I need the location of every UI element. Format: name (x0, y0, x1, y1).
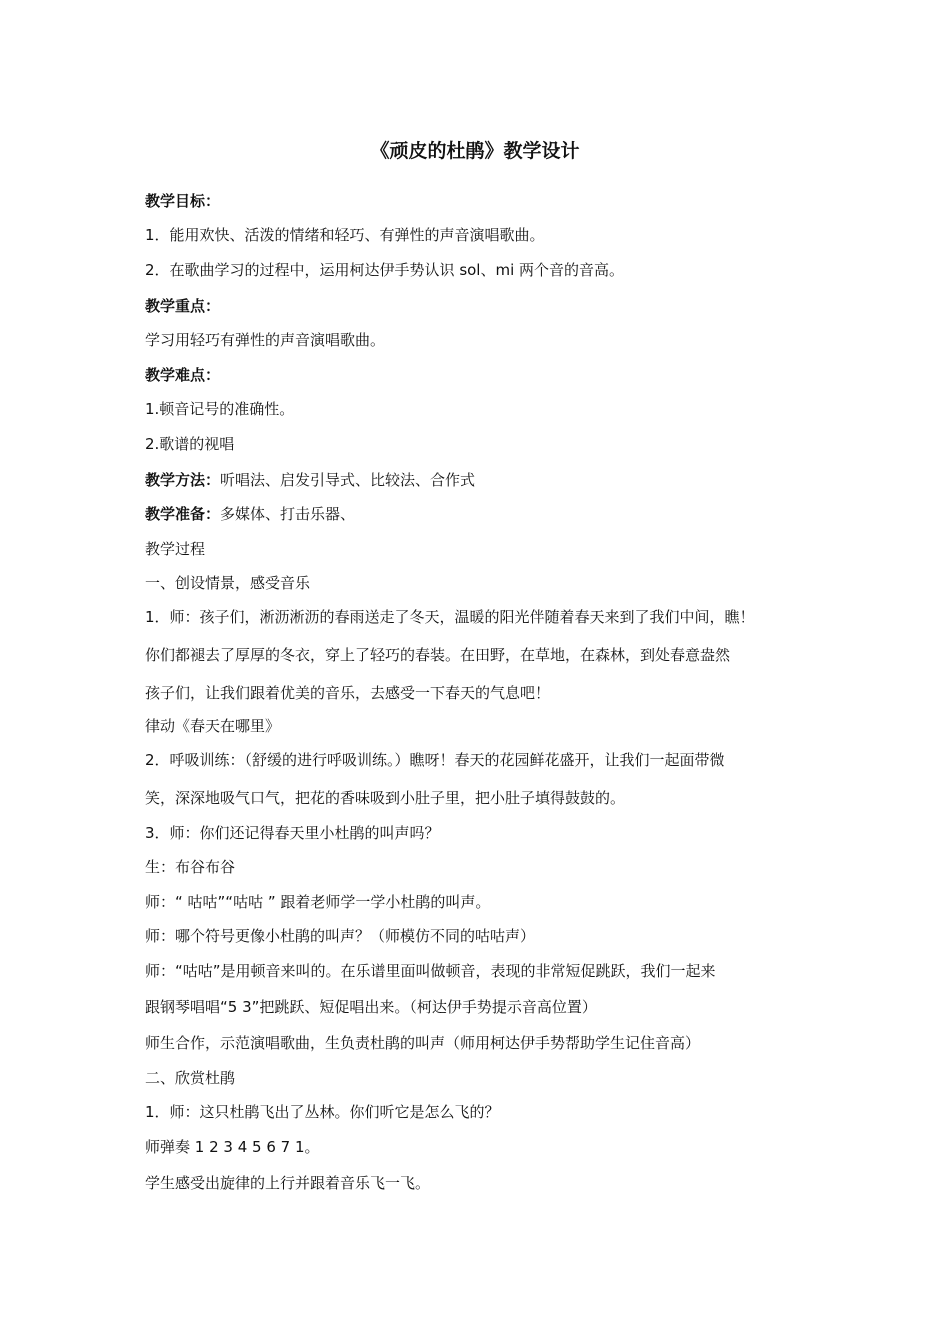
text-line (145, 716, 815, 736)
text-line (145, 645, 815, 665)
line-heading: 教学难点： (145, 366, 221, 384)
line-text: 2．在歌曲学习的过程中，运用柯达伊手势认识 sol、mi 两个音的音高。 (145, 261, 625, 279)
text-line (145, 892, 815, 912)
document-title: 《顽皮的杜鹃》教学设计 (370, 140, 580, 162)
text-line (145, 1102, 815, 1122)
text-line (145, 399, 815, 419)
text-line (145, 750, 815, 770)
line-text: 师弹奏 1 2 3 4 5 6 7 1。 (145, 1138, 320, 1156)
text-line (145, 504, 815, 524)
text-line (145, 1033, 815, 1053)
text-line (145, 607, 815, 627)
line-text: 学生感受出旋律的上行并跟着音乐飞一飞。 (145, 1174, 431, 1192)
line-text: 师：“咕咕”是用顿音来叫的。在乐谱里面叫做顿音，表现的非常短促跳跃，我们一起来 (145, 962, 716, 980)
text-line (145, 434, 815, 454)
line-text: 二、欣赏杜鹃 (145, 1069, 236, 1087)
line-text: 3．师：你们还记得春天里小杜鹃的叫声吗？ (145, 824, 440, 842)
line-heading: 教学准备： (145, 505, 221, 523)
text-line (145, 961, 815, 981)
text-line (145, 926, 815, 946)
text-line (145, 823, 815, 843)
text-line (145, 539, 815, 559)
text-line (145, 1173, 815, 1193)
line-text: 教学过程 (145, 540, 206, 558)
text-line (145, 997, 815, 1017)
line-text: 听唱法、启发引导式、比较法、合作式 (220, 471, 476, 489)
line-text: 律动《春天在哪里》 (145, 717, 281, 735)
line-text: 跟钢琴唱唱“5 3”把跳跃、短促唱出来。（柯达伊手势提示音高位置） (145, 998, 597, 1016)
text-line (145, 573, 815, 593)
text-line (145, 1137, 815, 1157)
text-line (145, 191, 815, 211)
text-line (145, 683, 815, 703)
line-text: 1．师：这只杜鹃飞出了丛林。你们听它是怎么飞的？ (145, 1103, 500, 1121)
text-line (145, 857, 815, 877)
line-text: 1.顿音记号的准确性。 (145, 400, 295, 418)
line-heading: 教学方法： (145, 471, 221, 489)
line-text: 师：“ 咕咕”“咕咕 ” 跟着老师学一学小杜鹃的叫声。 (145, 893, 491, 911)
line-text: 2．呼吸训练：（舒缓的进行呼吸训练。）瞧呀！春天的花园鲜花盛开，让我们一起面带微 (145, 751, 725, 769)
line-text: 师：哪个符号更像小杜鹃的叫声？（师模仿不同的咕咕声） (145, 927, 536, 945)
line-text: 你们都褪去了厚厚的冬衣，穿上了轻巧的春装。在田野，在草地，在森林，到处春意盎然 (145, 646, 731, 664)
line-text: 1．能用欢快、活泼的情绪和轻巧、有弹性的声音演唱歌曲。 (145, 226, 545, 244)
line-text: 1．师：孩子们，淅沥淅沥的春雨送走了冬天，温暖的阳光伴随着春天来到了我们中间，瞧！ (145, 608, 755, 626)
text-line (145, 296, 815, 316)
line-text: 师生合作，示范演唱歌曲，生负责杜鹃的叫声（师用柯达伊手势帮助学生记住音高） (145, 1034, 701, 1052)
line-heading: 教学重点： (145, 297, 221, 315)
text-line (145, 330, 815, 350)
text-line (145, 365, 815, 385)
line-text: 多媒体、打击乐器、 (220, 505, 356, 523)
line-heading: 教学目标： (145, 192, 221, 210)
line-text: 学习用轻巧有弹性的声音演唱歌曲。 (145, 331, 386, 349)
line-text: 孩子们，让我们跟着优美的音乐，去感受一下春天的气息吧！ (145, 684, 551, 702)
line-text: 生：布谷布谷 (145, 858, 236, 876)
line-text: 2.歌谱的视唱 (145, 435, 235, 453)
text-line (145, 470, 815, 490)
text-line (145, 1068, 815, 1088)
line-text: 笑，深深地吸气口气，把花的香味吸到小肚子里，把小肚子填得鼓鼓的。 (145, 789, 626, 807)
text-line (145, 788, 815, 808)
text-line (145, 225, 815, 245)
text-line (145, 260, 815, 280)
line-text: 一、创设情景，感受音乐 (145, 574, 311, 592)
